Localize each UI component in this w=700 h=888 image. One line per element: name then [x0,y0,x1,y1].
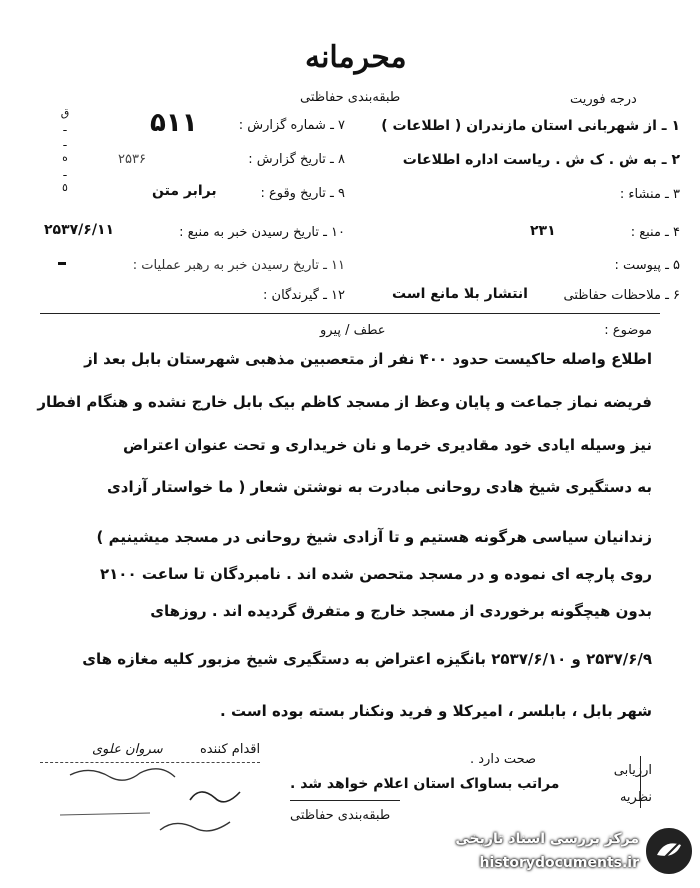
field-report-date-value: ۲۵۳۶ [118,152,146,167]
signature-scribbles [40,760,260,850]
field-attachment: ۵ ـ پیوست : [614,258,680,273]
body-line: اطلاع واصله حاکیست حدود ۴۰۰ نفر از متعصبین مذهبی شهرستان بابل بعد از [84,350,652,368]
field-report-date: ۸ ـ تاریخ گزارش : [248,152,345,167]
review-label: نظریه [619,790,652,805]
bottom-classification: طبقه‌بندی حفاظتی [290,808,391,823]
field-date-received-source-value: ۲۵۳۷/۶/۱۱ [44,222,115,238]
subject-label: موضوع : [604,323,652,338]
footer-bracket [640,756,665,808]
body-line: شهر بابل ، بابلسر ، امیرکلا و فرید ونکنار بسته بوده است . [220,702,652,720]
margin-handwriting: ق ـ ـ ه ـ ٥ [60,106,70,194]
body-line: نیز وسیله ایادی خود مقادیری خرما و نان خریداری و تحت عنوان اعتراض [123,436,652,454]
body-line: بدون هیچگونه برخوردی از مسجد خارج و متفرق گردیده اند . روزهای [150,602,652,620]
opinion-label: ارزیابی [613,763,652,778]
header-separator [40,313,660,314]
body-line: زندانیان سیاسی هرگونه هستیم و تا آزادی شیخ روحانی در مسجد میشینیم ) [96,528,652,546]
document-title: محرمانه [305,40,407,75]
watermark-title: مرکز بررسی اسناد تاریخی [455,831,639,847]
bottom-rule [290,800,400,801]
field-event-date: ۹ ـ تاریخ وقوع : [260,186,345,201]
body-line: روی پارچه ای نموده و در مسجد متحصن شده اند . نامبردگان تا ساعت ۲۱۰۰ [99,565,652,583]
field-origin: ۳ ـ منشاء : [619,187,680,202]
field-source-value: ۲۳۱ [530,223,556,239]
body-line: ۲۵۳۷/۶/۹ و ۲۵۳۷/۶/۱۰ بانگیزه اعتراض به دستگیری شیخ مزبور کلیه مغازه های [82,650,652,668]
watermark [415,825,695,883]
body-line: به دستگیری شیخ هادی روحانی مبادرت به نوشتن شعار ( ما خواستار آزادی [107,478,652,496]
report-number-value: ۵۱۱ [150,108,198,138]
classification-label: طبقه‌بندی حفاظتی [300,90,401,105]
accuracy-text: صحت دارد . [470,752,537,767]
action-label: اقدام کننده [200,742,261,757]
field-from: ۱ ـ از شهربانی استان مازندران ( اطلاعات ) [381,118,680,134]
field-to: ۲ ـ به ش . ک ش . ریاست اداره اطلاعات [402,152,680,168]
field-report-number: ۷ ـ شماره گزارش : [238,118,345,133]
field-remarks-label: ۶ ـ ملاحظات حفاظتی [563,288,680,303]
notice-text: مراتب بساواک استان اعلام خواهد شد . [290,776,560,792]
action-value: سروان علوی [92,742,163,757]
body-line: فریضه نماز جماعت و پایان وعظ از مسجد کاظم بیک بابل خارج نشده و هنگام افطار [37,393,652,411]
field-date-received-ops: ۱۱ ـ تاریخ رسیدن خبر به رهبر عملیات : [132,258,345,273]
field-remarks-value: انتشار بلا مانع است [392,286,528,302]
field-recipients: ۱۲ ـ گیرندگان : [263,288,345,303]
margin-dash [58,262,66,265]
field-event-date-value: برابر متن [152,183,217,199]
field-date-received-source: ۱۰ ـ تاریخ رسیدن خبر به منبع : [179,225,345,240]
field-source: ۴ ـ منبع : [630,225,680,240]
watermark-logo-icon [643,825,695,877]
urgency-label: درجه فوریت [570,92,637,107]
watermark-url: historydocuments.ir [479,855,639,871]
subject-value: عطف / پیرو [320,323,386,338]
